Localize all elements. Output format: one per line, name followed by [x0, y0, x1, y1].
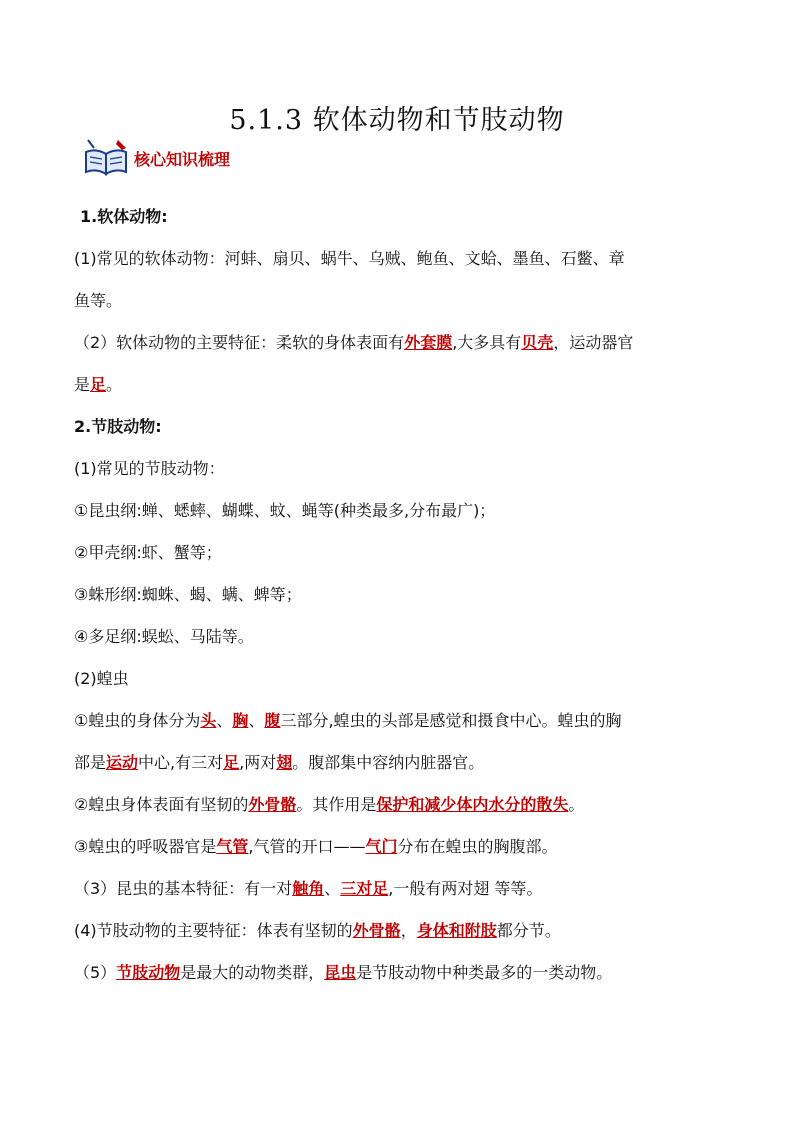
text: 、: [248, 711, 265, 730]
answer-shell: 贝壳: [521, 333, 554, 352]
text: ,气管的开口——: [248, 837, 366, 856]
text: 是最大的动物类群，: [180, 963, 325, 982]
page-title: 5.1.3 软体动物和节肢动物: [229, 105, 565, 136]
text: ①蝗虫的身体分为: [74, 711, 201, 730]
answer-spiracle: 气门: [365, 837, 398, 856]
answer-wings: 翅: [276, 753, 293, 772]
class-arachnids: ③蛛形纲:蜘蛛、蝎、螨、蜱等；: [74, 585, 302, 604]
text: 部是: [74, 753, 107, 772]
text: 中心,有三对: [138, 753, 224, 772]
locust-exoskeleton-line: [74, 784, 734, 826]
text: (4)节肢动物的主要特征：体表有坚韧的: [74, 921, 353, 940]
content: [74, 196, 734, 994]
open-book-pencil-icon: [82, 138, 130, 178]
answer-protect-water: 保护和减少体内水分的散失: [376, 795, 569, 814]
section-header: [82, 136, 230, 180]
answer-trachea: 气管: [216, 837, 249, 856]
class-crustaceans: ②甲壳纲:虾、蟹等；: [74, 543, 222, 562]
text: 是节肢动物中种类最多的一类动物。: [356, 963, 613, 982]
text: 分布在蝗虫的胸腹部。: [397, 837, 558, 856]
text: 。腹部集中容纳内脏器官。: [292, 753, 485, 772]
answer-thorax: 胸: [232, 711, 249, 730]
insect-features-line: [74, 868, 734, 910]
text: （5）: [74, 963, 117, 982]
answer-body-appendages: 身体和附肢: [416, 921, 497, 940]
answer-foot: 足: [90, 375, 107, 394]
heading-mollusks: 1.软体动物:: [80, 207, 168, 226]
answer-abdomen: 腹: [264, 711, 281, 730]
largest-group-line: [74, 952, 734, 994]
text: 都分节。: [496, 921, 561, 940]
mollusk-examples-line-1: (1)常见的软体动物：河蚌、扇贝、蜗牛、乌贼、鲍鱼、文蛤、墨鱼、石鳖、章: [74, 249, 625, 268]
text: ,两对: [239, 753, 277, 772]
answer-legs: 足: [223, 753, 240, 772]
text: ，: [400, 921, 417, 940]
text: （3）昆虫的基本特征：有一对: [74, 879, 293, 898]
arthropod-features-line: [74, 910, 734, 952]
answer-antennae: 触角: [292, 879, 325, 898]
class-myriapods: ④多足纲:蜈蚣、马陆等。: [74, 627, 254, 646]
locust-body-line-2: [74, 742, 734, 784]
locust-heading: (2)蝗虫: [74, 669, 129, 688]
answer-head: 头: [200, 711, 217, 730]
text: 、: [216, 711, 233, 730]
answer-insects: 昆虫: [324, 963, 357, 982]
answer-exoskeleton: 外骨骼: [248, 795, 297, 814]
text: ,一般有两对翅 等等。: [388, 879, 543, 898]
heading-arthropods: 2.节肢动物:: [74, 417, 162, 436]
text: ②蝗虫身体表面有坚韧的: [74, 795, 249, 814]
answer-exoskeleton-2: 外骨骼: [352, 921, 401, 940]
answer-arthropods: 节肢动物: [116, 963, 181, 982]
locust-respiration-line: [74, 826, 734, 868]
locust-body-line-1: [74, 700, 734, 742]
text: 。其作用是: [296, 795, 377, 814]
text: 是: [74, 375, 91, 394]
class-insects: ①昆虫纲:蝉、蟋蟀、蝴蝶、蚊、蝇等(种类最多,分布最广)；: [74, 501, 496, 520]
mollusk-features-line-2: [74, 364, 734, 406]
mollusk-examples-line-2: 鱼等。: [74, 291, 123, 310]
text: 。: [106, 375, 123, 394]
mollusk-features-line-1: [74, 322, 734, 364]
text: 三部分,蝗虫的头部是感觉和摄食中心。蝗虫的胸: [280, 711, 622, 730]
answer-movement: 运动: [106, 753, 139, 772]
text: ，运动器官: [553, 333, 634, 352]
text: ,大多具有: [452, 333, 522, 352]
section-label: 核心知识梳理: [134, 149, 231, 169]
answer-three-pairs-legs: 三对足: [340, 879, 389, 898]
answer-mantle: 外套膜: [404, 333, 453, 352]
text: 、: [324, 879, 341, 898]
text: （2）软体动物的主要特征：柔软的身体表面有: [74, 333, 405, 352]
text: ③蝗虫的呼吸器官是: [74, 837, 217, 856]
arthropod-examples-heading: (1)常见的节肢动物：: [74, 459, 225, 478]
text: 。: [568, 795, 585, 814]
